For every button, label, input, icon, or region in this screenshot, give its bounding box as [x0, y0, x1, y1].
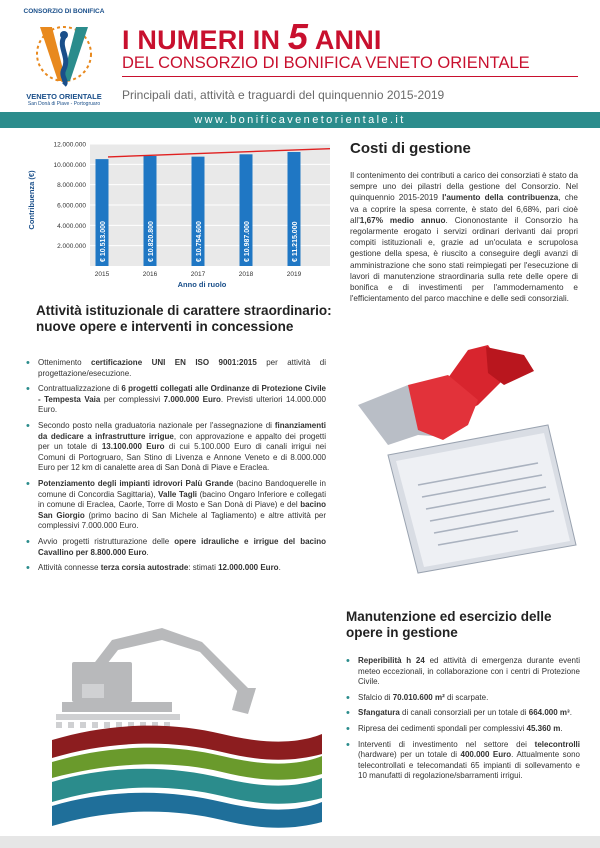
y-tick-label: 2.000.000 [57, 243, 86, 251]
contribuenza-chart [20, 138, 338, 290]
bar-value-label: € 10.754.600 [196, 221, 203, 262]
x-tick-label: 2016 [142, 271, 158, 278]
bar-value-label: € 11.215.000 [292, 221, 299, 262]
title-prefix: I NUMERI IN [122, 25, 288, 55]
logo-towns: San Donà di Piave - Portogruaro [27, 101, 101, 107]
list-item: • Contrattualizzazione di 6 progetti collegati alle Ordinanze di Protezione Civile - Tempesta Vaia per complessivi 7.000.000 Euro. Previsti ulteriori 14.000.000 Euro. [26, 384, 326, 416]
bar-value-label: € 10.987.000 [244, 221, 251, 262]
x-tick-label: 2015 [94, 271, 110, 278]
list-item: • Reperibilità h 24 ed attività di emergenza durante eventi meteo eccezionali, in collaborazione con i centri di Protezione Civile. [346, 656, 580, 688]
chart-ylabel: Contribuenza (€) [27, 170, 36, 230]
website-link[interactable]: www.bonificavenetorientale.it [194, 114, 406, 126]
page-title-line2: DEL CONSORZIO DI BONIFICA VENETO ORIENTALE [122, 54, 530, 72]
list-item: • Attività connesse terza corsia autostrade: stimati 12.000.000 Euro. [26, 563, 326, 574]
title-divider [122, 76, 578, 77]
page-subtitle: Principali dati, attività e traguardi del quinquennio 2015-2019 [122, 88, 445, 102]
title-number: 5 [287, 16, 309, 57]
attivita-heading: Attività istituzionale di carattere straordinario: nuove opere e interventi in concessione [36, 303, 332, 334]
footer-bar [0, 836, 600, 848]
x-tick-label: 2018 [238, 271, 254, 278]
costi-heading: Costi di gestione [350, 140, 471, 157]
title-suffix: ANNI [308, 25, 382, 55]
manutenzione-heading: Manutenzione ed esercizio delle opere in gestione [346, 609, 552, 640]
list-item: • Sfalcio di 70.010.600 m² di scarpate. [346, 693, 580, 704]
page-title [122, 16, 382, 58]
attivita-list [26, 358, 326, 579]
bar-value-label: € 10.513.000 [100, 221, 107, 262]
y-tick-label: 12.000.000 [53, 141, 86, 149]
excavator-river-icon [52, 622, 322, 832]
consorzio-logo [14, 8, 114, 107]
y-tick-label: 6.000.000 [57, 202, 86, 210]
list-item: • Interventi di investimento nel settore dei telecontrolli (hardware) per un totale di 400.000 Euro. Attualmente sono telecontrollati e telecomandati 65 impianti di sollevamento e 10 manufatti di regolazione/sbarramenti irrigui. [346, 740, 580, 782]
bar-value-label: € 10.820.800 [148, 221, 155, 262]
y-tick-label: 4.000.000 [57, 222, 86, 230]
handshake-contract-icon [348, 345, 578, 575]
logo-name: VENETO ORIENTALE [26, 92, 102, 101]
list-item: • Sfangatura di canali consorziali per un totale di 664.000 m³. [346, 708, 580, 719]
list-item: • Avvio progetti ristrutturazione delle opere idrauliche e irrigue del bacino Cavallino per 8.800.000 Euro. [26, 537, 326, 558]
x-tick-label: 2017 [190, 271, 206, 278]
chart-xlabel: Anno di ruolo [177, 280, 227, 289]
logo-top-text: CONSORZIO DI BONIFICA [23, 8, 105, 15]
list-item: • Potenziamento degli impianti idrovori Palù Grande (bacino Bandoquerelle in comune di Concordia Sagittaria), Valle Tagli (bacino Ongaro Inferiore e collegati in comune di Eraclea, Caorle, Torre di Mosto e San Donà di Piave) e del bacino San Giorgio (primo bacino di San Michele al Tagliamento) e altre attività per complessivi 7.000.000 Euro. [26, 479, 326, 532]
y-tick-label: 10.000.000 [53, 161, 86, 169]
website-bar [0, 112, 600, 128]
list-item: • Ripresa dei cedimenti spondali per complessivi 45.360 m. [346, 724, 580, 735]
manutenzione-list [346, 656, 580, 787]
x-tick-label: 2019 [286, 271, 302, 278]
list-item: • Ottenimento certificazione UNI EN ISO 9001:2015 per attività di progettazione/esecuzione. [26, 358, 326, 379]
y-tick-label: 8.000.000 [57, 182, 86, 190]
costi-paragraph: Il contenimento dei contributi a carico dei consorziati è stato da sempre uno dei pilastri della gestione del Consorzio. Nel quinquennio 2015-2019 l'aumento della contribuenza, che va a coprire la spesa corrente, è stato del 6,68%, pari cioè all'1,67% medio annuo. Ciononostante il Consorzio ha regolarmente erogato i servizi ordinari derivanti dai propri compiti istituzionali e, grazie ad un'oculata e scrupolosa gestione della spesa, è riuscito a conseguire degli avanzi di amministrazione che sono stati reimpiegati per l'esecuzione di lavori di manutenzione straordinaria sulla rete delle opere di bonifica e di investimenti per l'ammodernamento e l'efficientamento del parco macchine e delle sedi consorziali. [350, 171, 579, 304]
list-item: • Secondo posto nella graduatoria nazionale per l'assegnazione di finanziamenti da dedicare a infrastrutture irrigue, con approvazione e appalto dei progetti per un totale di 13.100.000 Euro di cui 5.100.000 Euro di canali irrigui nei Comuni di Portogruaro, San Stino di Livenza e Annone Veneto e di 8.000.000 Euro per 12 km di canalette area di San Donà di Piave e Eraclea. [26, 421, 326, 474]
consorzio-logo-icon [28, 17, 100, 91]
